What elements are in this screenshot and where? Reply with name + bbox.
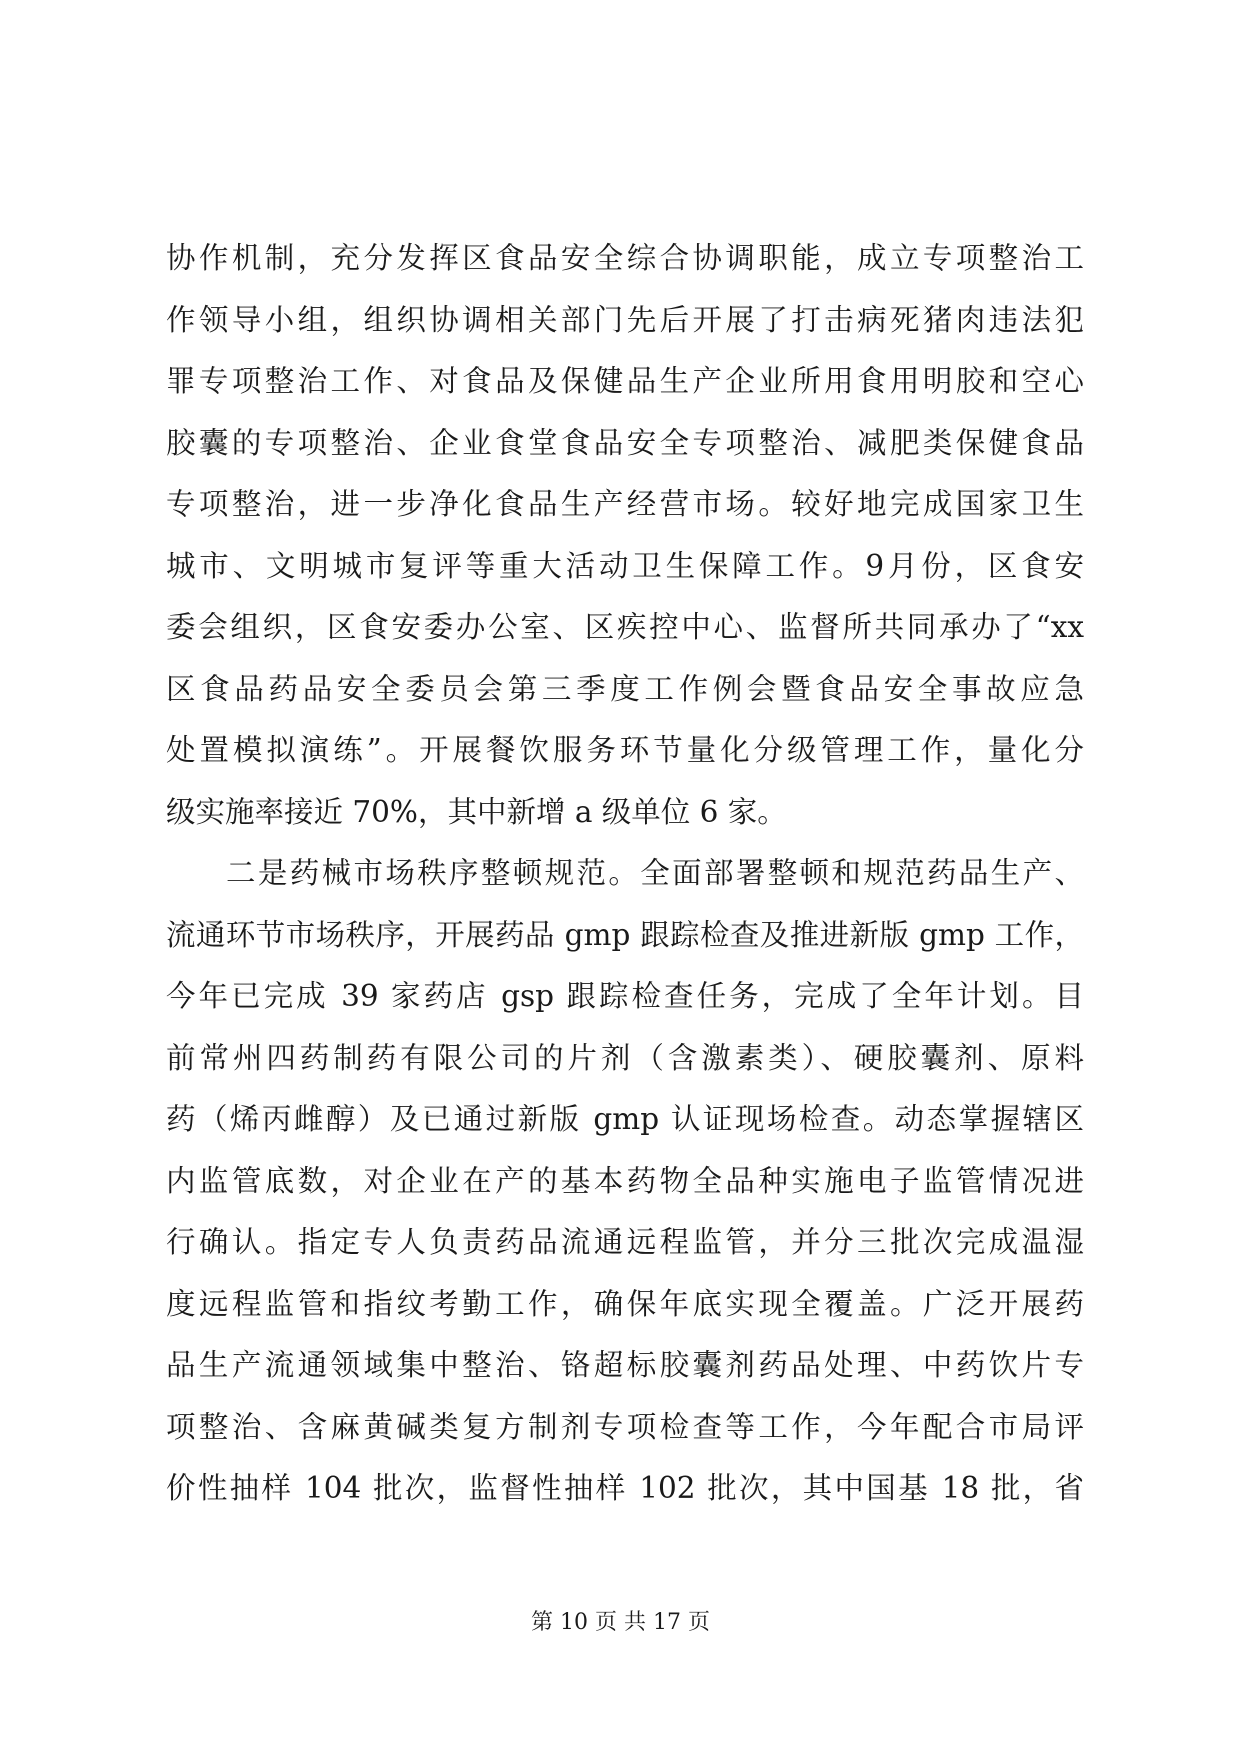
paragraph-2 [166,843,1084,1520]
text-line: 胶囊的专项整治、企业食堂食品安全专项整治、减肥类保健食品 [166,425,1084,460]
text-line: 罪专项整治工作、对食品及保健品生产企业所用食用明胶和空心 [166,364,1084,398]
page-footer [0,1608,1241,1638]
page-number: 第 10 页 共 17 页 [531,1610,710,1635]
text-line: 品生产流通领域集中整治、铬超标胶囊剂药品处理、中药饮片专 [166,1348,1084,1382]
paragraph-1 [166,228,1084,843]
text-line: 城市、文明城市复评等重大活动卫生保障工作。9月份，区食安 [166,548,1084,583]
body-text [166,228,1084,1520]
text-line: 委会组织，区食安委办公室、区疾控中心、监督所共同承办了“xx [166,610,1084,644]
text-line: 项整治、含麻黄碱类复方制剂专项检查等工作，今年配合市局评 [166,1409,1084,1444]
text-line: 药（烯丙雌醇）及已通过新版 gmp 认证现场检查。动态掌握辖区 [166,1102,1084,1136]
text-line: 二是药械市场秩序整顿规范。全面部署整顿和规范药品生产、 [226,856,1084,890]
text-line: 处置模拟演练”。开展餐饮服务环节量化分级管理工作，量化分 [166,733,1084,767]
text-line: 前常州四药制药有限公司的片剂（含激素类）、硬胶囊剂、原料 [166,1040,1084,1075]
text-line: 级实施率接近 70%，其中新增 a 级单位 6 家。 [166,794,787,829]
text-line: 区食品药品安全委员会第三季度工作例会暨食品安全事故应急 [166,671,1084,706]
text-line: 价性抽样 104 批次，监督性抽样 102 批次，其中国基 18 批，省 [166,1471,1084,1505]
text-line: 行确认。指定专人负责药品流通远程监管，并分三批次完成温湿 [166,1225,1084,1259]
text-line: 今年已完成 39 家药店 gsp 跟踪检查任务，完成了全年计划。目 [166,979,1084,1013]
text-line: 流通环节市场秩序，开展药品 gmp 跟踪检查及推进新版 gmp 工作， [166,917,1084,952]
text-line: 内监管底数，对企业在产的基本药物全品种实施电子监管情况进 [166,1163,1084,1198]
text-line: 专项整治，进一步净化食品生产经营市场。较好地完成国家卫生 [166,487,1084,521]
text-line: 作领导小组，组织协调相关部门先后开展了打击病死猪肉违法犯 [166,302,1084,337]
text-line: 度远程监管和指纹考勤工作，确保年底实现全覆盖。广泛开展药 [166,1286,1084,1321]
text-line: 协作机制，充分发挥区食品安全综合协调职能，成立专项整治工 [166,241,1084,275]
